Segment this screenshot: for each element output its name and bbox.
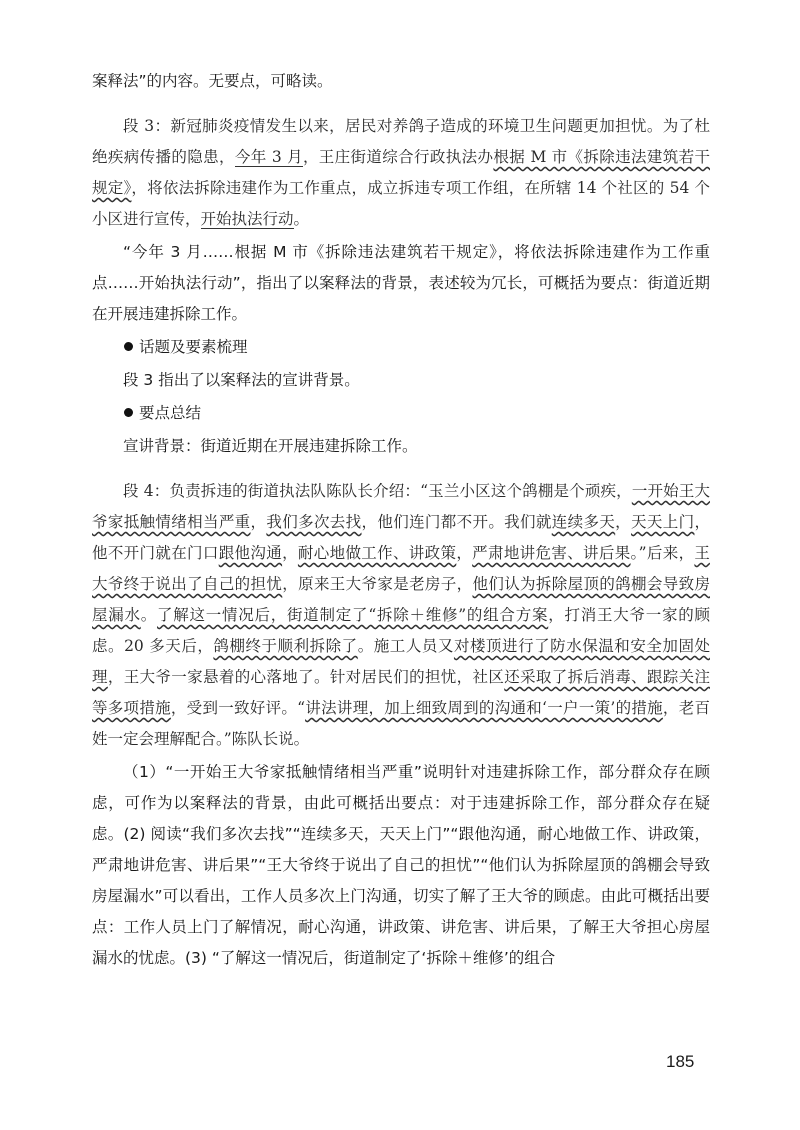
bullet-dot-icon: [124, 408, 133, 417]
para4-text: 段 4：负责拆违的街道执法队陈队长介绍：“玉兰小区这个鸽棚是个顽疾，: [123, 482, 632, 500]
para4-text: ，: [615, 513, 632, 531]
para4-wavy: 连续多天: [551, 513, 616, 531]
para4-text: 。施工人员又: [357, 637, 454, 655]
para4-wavy: 耐心地做工作、讲政策: [297, 544, 457, 562]
para4-wavy: 了解这一情况后，街道制定了“拆除＋维修”的组合方案: [157, 606, 549, 624]
para3-end: 。: [293, 210, 310, 228]
para4-wavy: 天天上门: [631, 513, 695, 531]
topic-3: 段 3 指出了以案释法的宣讲背景。: [123, 371, 360, 389]
explanation-3: “今年 3 月……根据 M 市《拆除违法建筑若干规定》，将依法拆除违建作为工作重点……开始执法行动”，指出了以案释法的背景，表述较为冗长，可概括为要点：街道近期在开展违建拆除工作。: [92, 243, 710, 323]
para4-text: ，老百姓一定会理解配合。”陈队长说。: [92, 699, 710, 748]
para4-wavy: 还采取了拆后消毒、跟踪关注等多项措施: [92, 668, 710, 717]
para4-wavy: 对楼顶进行了防水保温和安全加固处理: [92, 637, 710, 686]
para3-wavy-1: 根据 M 市《拆除违法建筑若干规定》: [92, 148, 710, 197]
bullet-summary-label: 要点总结: [139, 404, 202, 422]
bullet-topic: [92, 332, 710, 363]
para3-mid-1: ，王庄街道综合行政执法办: [302, 148, 494, 166]
para4-text: ，原来王大爷家是老房子，: [282, 575, 473, 593]
para4-wavy: 跟他沟通: [218, 544, 283, 562]
bullet-topic-label: 话题及要素梳理: [139, 338, 248, 356]
para4-text: ，他不开门就在门口: [92, 513, 710, 562]
para3-mid-2: ，将依法拆除违建作为工作重点，成立拆违专项工作组，在所辖 14 个社区的 54 个小区进行宣传，: [92, 179, 710, 228]
para4-wavy: 我们多次去找: [266, 513, 362, 531]
para4-text: ，: [456, 544, 473, 562]
para4-text: ，王大爷一家悬着的心落地了。针对居民们的担忧，社区: [107, 668, 505, 686]
para4-text: ，他们连门都不开。我们就: [361, 513, 552, 531]
para3-underline-1: 今年 3 月: [234, 148, 303, 166]
paragraph-4: [92, 476, 710, 755]
para3-lead: 段 3：新冠肺炎疫情发生以来，居民对养鸽子造成的环境卫生问题更加担忧。为了杜绝疾病传播的隐患，: [92, 117, 710, 166]
bullet-summary: [92, 398, 710, 429]
page-content: [92, 66, 710, 976]
para4-wavy: 严肃地讲危害、讲后果: [472, 544, 631, 562]
para4-wavy: 一开始王大爷家抵触情绪相当严重: [92, 482, 710, 531]
para4-text: 。: [140, 606, 158, 624]
para4-text: ，: [282, 544, 298, 562]
para3-underline-2: 开始执法行动: [200, 210, 294, 228]
explanation-4: （1）“一开始王大爷家抵触情绪相当严重”说明针对违建拆除工作，部分群众存在顾虑，可作为以案释法的背景，由此可概括出要点：对于违建拆除工作，部分群众存在疑虑。(2) 阅读“我们多次去找”“连续多天，天天上门”“跟他沟通，耐心地做工作、讲政策，严肃地讲危害、讲后果”“王大爷终于说出了自己的担忧”“他们认为拆除屋顶的鸽棚会导致房屋漏水”可以看出，工作人员多次上门沟通，切实了解了王大爷的顾虑。由此可概括出要点：工作人员上门了解情况，耐心沟通，讲政策、讲危害、讲后果，了解王大爷担心房屋漏水的忧虑。(3) “了解这一情况后，街道制定了‘拆除＋维修’的组合: [92, 763, 710, 967]
para4-text: 。”后来，: [630, 544, 695, 562]
para4-text: ，受到一致好评。“: [170, 699, 306, 717]
para4-text: ，: [250, 513, 267, 531]
para4-wavy: 他们认为拆除屋顶的鸽棚会导致房屋漏水: [92, 575, 710, 624]
para4-text: ，打消王大爷一家的顾虑。20 多天后，: [92, 606, 710, 655]
para4-wavy: 讲法讲理，加上细致周到的沟通和‘一户一策’的措施: [305, 699, 663, 717]
continued-line: 案释法”的内容。无要点，可略读。: [92, 72, 333, 90]
paragraph-3: [92, 111, 710, 235]
bullet-dot-icon: [124, 342, 133, 351]
para4-wavy: 鸽棚终于顺利拆除了: [213, 637, 358, 655]
page-number: 185: [666, 1052, 695, 1071]
summary-3: 宣讲背景：街道近期在开展违建拆除工作。: [123, 437, 418, 455]
para4-wavy: 王大爷终于说出了自己的担忧: [92, 544, 710, 593]
